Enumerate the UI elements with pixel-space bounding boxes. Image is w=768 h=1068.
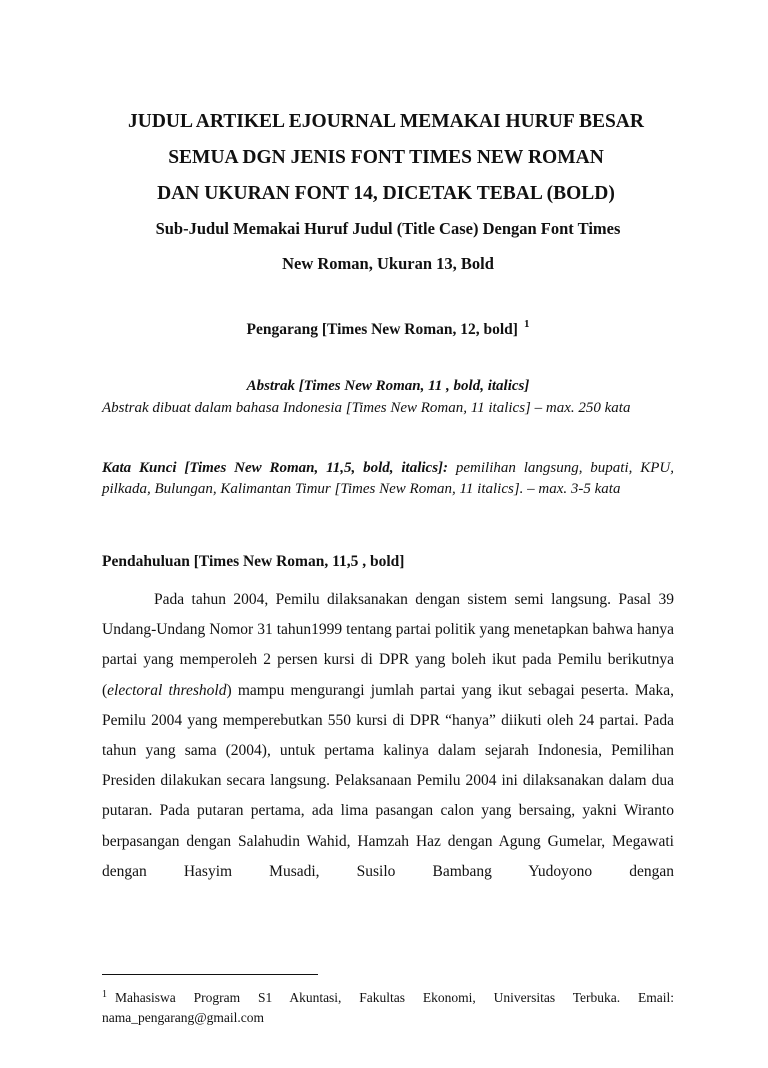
footnote-text: Mahasiswa Program S1 Akuntasi, Fakultas Ekonomi, Universitas Terbuka. Email: nama_pengarang@gmail.com — [102, 990, 674, 1025]
paragraph-text: Pada tahun 2004, Pemilu dilaksanakan dengan sistem semi langsung. Pasal 39 Undang-Undang Nomor 31 tahun1999 tentang partai politik yang menetapkan bahwa hanya partai yang memperoleh 2 persen kursi di DPR yang boleh ikut pada Pemilu berikutnya ( — [102, 591, 674, 699]
article-subtitle — [100, 211, 676, 281]
title-line: DAN UKURAN FONT 14, DICETAK TEBAL (BOLD) — [157, 183, 615, 204]
keywords-label: Kata Kunci [Times New Roman, 11,5, bold, italics]: — [102, 460, 449, 476]
keywords-text: pemilihan langsung, bupati, KPU, pilkada, Bulungan, Kalimantan Timur [Times New Roman, 11 italics]. – max. 3-5 kata — [102, 460, 674, 497]
keywords — [102, 458, 674, 500]
footnote-separator — [102, 974, 318, 975]
abstract-text: Abstrak dibuat dalam bahasa Indonesia [Times New Roman, 11 italics] – max. 250 kata — [102, 400, 631, 416]
title-line: JUDUL ARTIKEL EJOURNAL MEMAKAI HURUF BESAR — [128, 111, 644, 132]
author-line — [100, 312, 676, 342]
introduction-paragraph — [102, 585, 674, 887]
subtitle-line: New Roman, Ukuran 13, Bold — [282, 254, 494, 273]
author-name: Pengarang [Times New Roman, 12, bold] — [246, 321, 518, 338]
paragraph-text: ) mampu mengurangi jumlah partai yang ikut sebagai peserta. Maka, Pemilu 2004 yang memperebutkan 550 kursi di DPR “hanya” diikuti oleh 24 partai. Pada tahun yang sama (2004), untuk pertama kalinya dalam sejarah Indonesia, Pemilihan Presiden dilakukan secara langsung. Pelaksanaan Pemilu 2004 ini dilaksanakan dalam dua putaran. Pada putaran pertama, ada lima pasangan calon yang bersaing, yakni Wiranto berpasangan dengan Salahudin Wahid, Hamzah Haz dengan Agung Gumelar, Megawati dengan Hasyim Musadi, Susilo Bambang Yudoyono dengan — [102, 681, 674, 880]
subtitle-line: Sub-Judul Memakai Huruf Judul (Title Case) Dengan Font Times — [155, 219, 621, 238]
footnote — [102, 985, 674, 1028]
introduction-heading: Pendahuluan [Times New Roman, 11,5 , bold] — [102, 553, 405, 570]
paragraph-italic-term: electoral threshold — [107, 681, 227, 699]
author-footnote-mark: 1 — [523, 318, 530, 330]
title-line: SEMUA DGN JENIS FONT TIMES NEW ROMAN — [168, 147, 604, 168]
footnote-mark: 1 — [102, 989, 107, 1000]
article-title — [96, 104, 676, 212]
abstract-heading: Abstrak [Times New Roman, 11 , bold, italics] — [246, 378, 530, 394]
